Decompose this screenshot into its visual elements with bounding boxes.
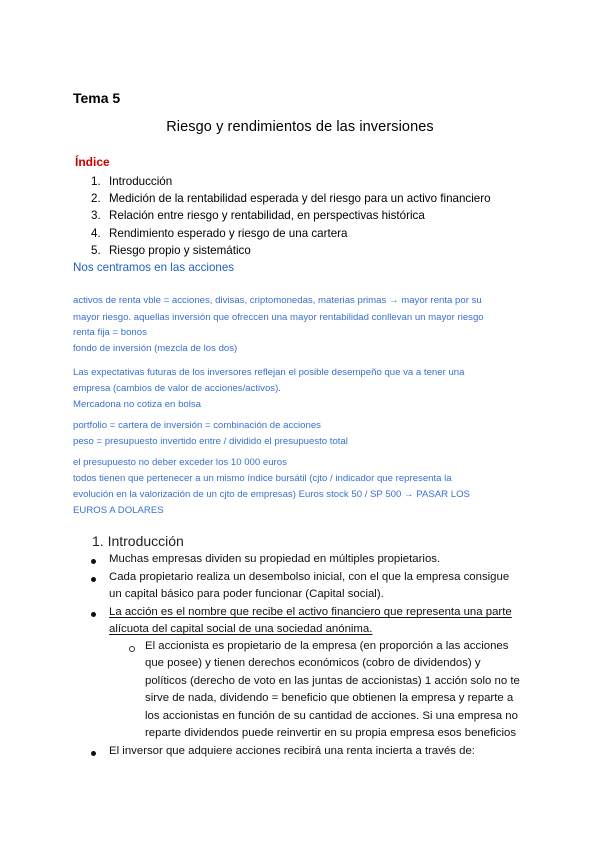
index-item-text: Relación entre riesgo y rentabilidad, en perspectivas histórica	[109, 209, 425, 222]
sub-bullet-line: reparte dividendos puede reinvertir en su propia empresa esos beneficios	[145, 727, 517, 739]
bullet-icon	[91, 751, 96, 756]
note-line: el presupuesto no deber exceder los 10 000 euros	[73, 457, 287, 468]
note-line: renta fija = bonos	[73, 327, 147, 338]
note-line: activos de renta vble = acciones, divisas, criptomonedas, materias primas → mayor renta por su	[73, 295, 482, 306]
bullet-icon	[91, 612, 96, 617]
bullet-text-underlined: La acción es el nombre que recibe el activo financiero que representa una parte	[109, 606, 512, 618]
note-line: todos tienen que pertenecer a un mismo índice bursátil (cjto / indicador que representa la	[73, 473, 452, 484]
index-item-text: Riesgo propio y sistemático	[109, 244, 251, 257]
note-line: Mercadona no cotiza en bolsa	[73, 399, 201, 410]
underlined-text: alícuota del capital social de una sociedad anónima.	[109, 623, 373, 635]
topic-label: Tema 5	[73, 90, 121, 106]
sub-bullet-line: El accionista es propietario de la empresa (en proporción a las acciones	[145, 640, 509, 652]
document-title: Riesgo y rendimientos de las inversiones	[166, 119, 434, 135]
bullet-text-continued: un capital básico para poder funcionar (Capital social).	[109, 588, 384, 600]
note-line: portfolio = cartera de inversión = combinación de acciones	[73, 420, 321, 431]
bullet-text: El inversor que adquiere acciones recibirá una renta incierta a través de:	[109, 745, 475, 757]
index-item-text: Medición de la rentabilidad esperada y del riesgo para un activo financiero	[109, 192, 491, 205]
sub-bullet-icon	[129, 646, 135, 652]
sub-bullet-line: los accionistas en función de su cantidad de acciones. Si una empresa no	[145, 710, 518, 722]
note-line: evolución en la valorización de un cjto de empresas) Euros stock 50 / SP 500 → PASAR LOS	[73, 489, 470, 500]
sub-bullet-line: que posee) y tienen derechos económicos (cobro de dividendos) y	[145, 657, 481, 669]
blue-intro-note: Nos centramos en las acciones	[73, 261, 235, 274]
index-item-text: Rendimiento esperado y riesgo de una cartera	[109, 227, 348, 240]
index-heading: Índice	[75, 155, 110, 169]
bullet-icon	[91, 559, 96, 564]
bullet-icon	[91, 577, 96, 582]
index-item-number: 2.	[91, 192, 101, 205]
section-heading: 1. Introducción	[92, 533, 184, 549]
index-item-text: Introducción	[109, 175, 173, 188]
note-line: EUROS A DOLARES	[73, 505, 164, 516]
note-line: Las expectativas futuras de los inversores reflejan el posible desempeño que va a tener una	[73, 367, 465, 378]
index-item-number: 5.	[91, 244, 101, 257]
index-item-number: 1.	[91, 175, 101, 188]
note-line: peso = presupuesto invertido entre / dividido el presupuesto total	[73, 436, 348, 447]
note-line: fondo de inversión (mezcla de los dos)	[73, 343, 238, 354]
bullet-text: Cada propietario realiza un desembolso inicial, con el que la empresa consigue	[109, 571, 510, 583]
sub-bullet-line: políticos (derecho de voto en las juntas de accionistas) 1 acción solo no te	[145, 675, 520, 687]
note-line: mayor riesgo. aquellas inversión que ofreccen una mayor rentabilidad conllevan un mayor riesgo	[73, 312, 484, 323]
bullet-text: Muchas empresas dividen su propiedad en múltiples propietarios.	[109, 553, 441, 565]
note-line: empresa (cambios de valor de acciones/activos).	[73, 383, 281, 394]
sub-bullet-line: sirve de nada, dividendo = beneficio que obtienen la empresa y reparte a	[145, 692, 514, 704]
index-item-number: 3.	[91, 209, 101, 222]
bullet-text-continued	[109, 623, 372, 635]
index-item-number: 4.	[91, 227, 101, 240]
